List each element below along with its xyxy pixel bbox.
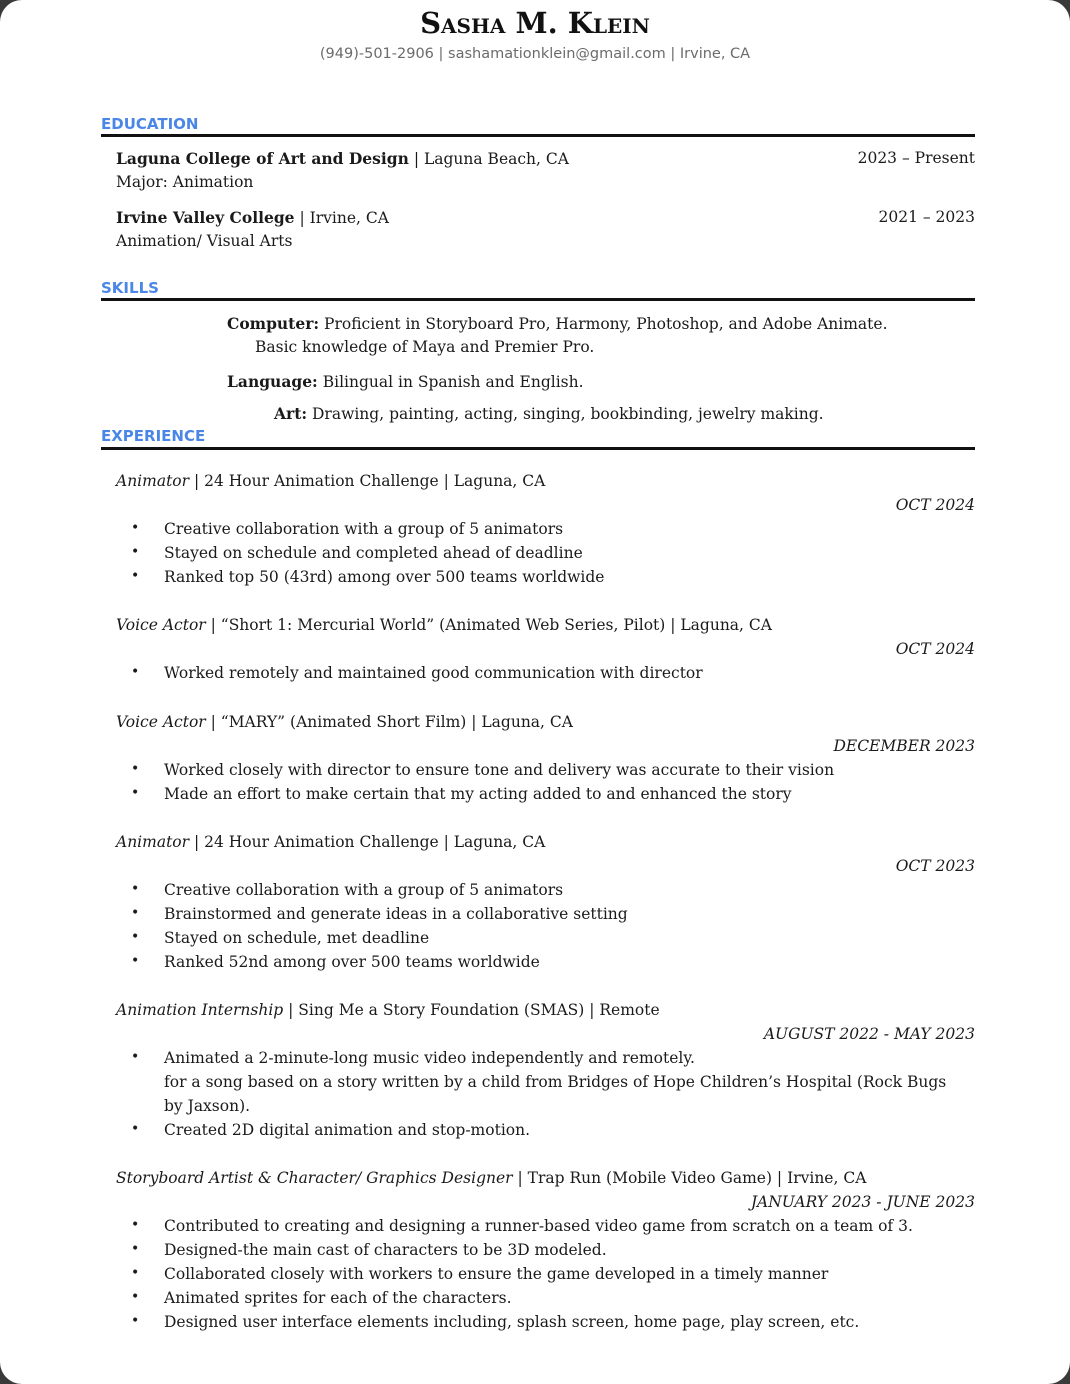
skill-language [227, 372, 584, 391]
experience-role: Voice Actor [116, 713, 206, 731]
experience-bullet: Animated a 2-minute-long music video independently and remotely. [164, 1049, 695, 1067]
skill-computer [227, 314, 888, 333]
bullet-icon: • [131, 1313, 140, 1329]
experience-role: Animator [116, 833, 190, 851]
skill-label: Language: [227, 372, 318, 391]
section-heading-experience: EXPERIENCE [101, 427, 206, 445]
bullet-icon: • [131, 953, 140, 969]
experience-bullet: Created 2D digital animation and stop-motion. [164, 1121, 531, 1139]
bullet-icon: • [131, 929, 140, 945]
experience-org: | “Short 1: Mercurial World” (Animated Web Series, Pilot) | Laguna, CA [205, 616, 772, 634]
school-name: Irvine Valley College [116, 208, 295, 227]
bullet-icon: • [131, 1241, 140, 1257]
experience-bullet: Made an effort to make certain that my acting added to and enhanced the story [164, 785, 792, 803]
experience-date: JANUARY 2023 - JUNE 2023 [750, 1193, 975, 1211]
experience-bullet: Contributed to creating and designing a runner-based video game from scratch on a team of 3. [164, 1217, 913, 1235]
experience-date: DECEMBER 2023 [833, 737, 975, 755]
experience-bullet: Collaborated closely with workers to ensure the game developed in a timely manner [164, 1265, 829, 1283]
skill-text: Bilingual in Spanish and English. [317, 373, 584, 391]
experience-org: | 24 Hour Animation Challenge | Laguna, CA [189, 472, 546, 490]
experience-bullet: Creative collaboration with a group of 5 animators [164, 881, 564, 899]
education-entry [116, 208, 389, 227]
experience-role: Animation Internship [116, 1001, 284, 1019]
experience-bullet-continued: by Jaxson). [164, 1097, 251, 1115]
education-detail: Major: Animation [116, 173, 254, 191]
bullet-icon: • [131, 1217, 140, 1233]
experience-bullet: Worked remotely and maintained good communication with director [164, 664, 703, 682]
skill-label: Computer: [227, 314, 320, 333]
section-heading-skills: SKILLS [101, 279, 159, 297]
education-dates: 2023 – Present [857, 149, 975, 167]
experience-bullet: Ranked top 50 (43rd) among over 500 teams worldwide [164, 568, 605, 586]
experience-org: | 24 Hour Animation Challenge | Laguna, CA [189, 833, 546, 851]
experience-bullet: Animated sprites for each of the characters. [164, 1289, 512, 1307]
section-divider [101, 134, 975, 137]
bullet-icon: • [131, 1121, 140, 1137]
experience-title [116, 472, 545, 490]
skill-text: Proficient in Storyboard Pro, Harmony, Photoshop, and Adobe Animate. [319, 315, 888, 333]
bullet-icon: • [131, 905, 140, 921]
experience-bullet: Stayed on schedule, met deadline [164, 929, 430, 947]
experience-org: | Trap Run (Mobile Video Game) | Irvine, CA [512, 1169, 867, 1187]
section-divider [101, 447, 975, 450]
experience-bullet: Brainstormed and generate ideas in a collaborative setting [164, 905, 628, 923]
experience-bullet: Ranked 52nd among over 500 teams worldwide [164, 953, 540, 971]
experience-date: OCT 2023 [895, 857, 975, 875]
bullet-icon: • [131, 544, 140, 560]
skill-text: Drawing, painting, acting, singing, bookbinding, jewelry making. [307, 405, 824, 423]
school-location: | Laguna Beach, CA [408, 150, 569, 168]
bullet-icon: • [131, 761, 140, 777]
experience-date: OCT 2024 [895, 496, 975, 514]
experience-bullet: Designed-the main cast of characters to be 3D modeled. [164, 1241, 607, 1259]
experience-bullet: Stayed on schedule and completed ahead of deadline [164, 544, 583, 562]
education-entry [116, 149, 569, 168]
experience-title [116, 1001, 660, 1019]
education-dates: 2021 – 2023 [878, 208, 975, 226]
experience-role: Storyboard Artist & Character/ Graphics Designer [116, 1169, 513, 1187]
skill-art [274, 404, 824, 423]
bullet-icon: • [131, 1265, 140, 1281]
education-detail: Animation/ Visual Arts [116, 232, 293, 250]
experience-org: | Sing Me a Story Foundation (SMAS) | Remote [283, 1001, 660, 1019]
school-name: Laguna College of Art and Design [116, 149, 409, 168]
experience-role: Voice Actor [116, 616, 206, 634]
experience-title [116, 713, 573, 731]
experience-date: AUGUST 2022 - MAY 2023 [763, 1025, 975, 1043]
resume-name: Sasha M. Klein [420, 6, 650, 40]
experience-title [116, 616, 772, 634]
experience-bullet: Creative collaboration with a group of 5 animators [164, 520, 564, 538]
bullet-icon: • [131, 568, 140, 584]
experience-bullet: Worked closely with director to ensure tone and delivery was accurate to their vision [164, 761, 835, 779]
bullet-icon: • [131, 785, 140, 801]
bullet-icon: • [131, 664, 140, 680]
experience-bullet: Designed user interface elements including, splash screen, home page, play screen, etc. [164, 1313, 860, 1331]
skill-computer-continued: Basic knowledge of Maya and Premier Pro. [255, 338, 595, 356]
section-divider [101, 298, 975, 301]
section-heading-education: EDUCATION [101, 115, 199, 133]
skill-label: Art: [274, 404, 308, 423]
experience-role: Animator [116, 472, 190, 490]
experience-org: | “MARY” (Animated Short Film) | Laguna, CA [205, 713, 573, 731]
experience-title [116, 1169, 866, 1187]
experience-bullet-continued: for a song based on a story written by a child from Bridges of Hope Children’s Hospital (Rock Bugs [164, 1073, 947, 1091]
bullet-icon: • [131, 1049, 140, 1065]
experience-date: OCT 2024 [895, 640, 975, 658]
bullet-icon: • [131, 1289, 140, 1305]
contact-line: (949)-501-2906 | sashamationklein@gmail.com | Irvine, CA [319, 46, 751, 62]
experience-title [116, 833, 545, 851]
bullet-icon: • [131, 881, 140, 897]
bullet-icon: • [131, 520, 140, 536]
school-location: | Irvine, CA [294, 209, 389, 227]
